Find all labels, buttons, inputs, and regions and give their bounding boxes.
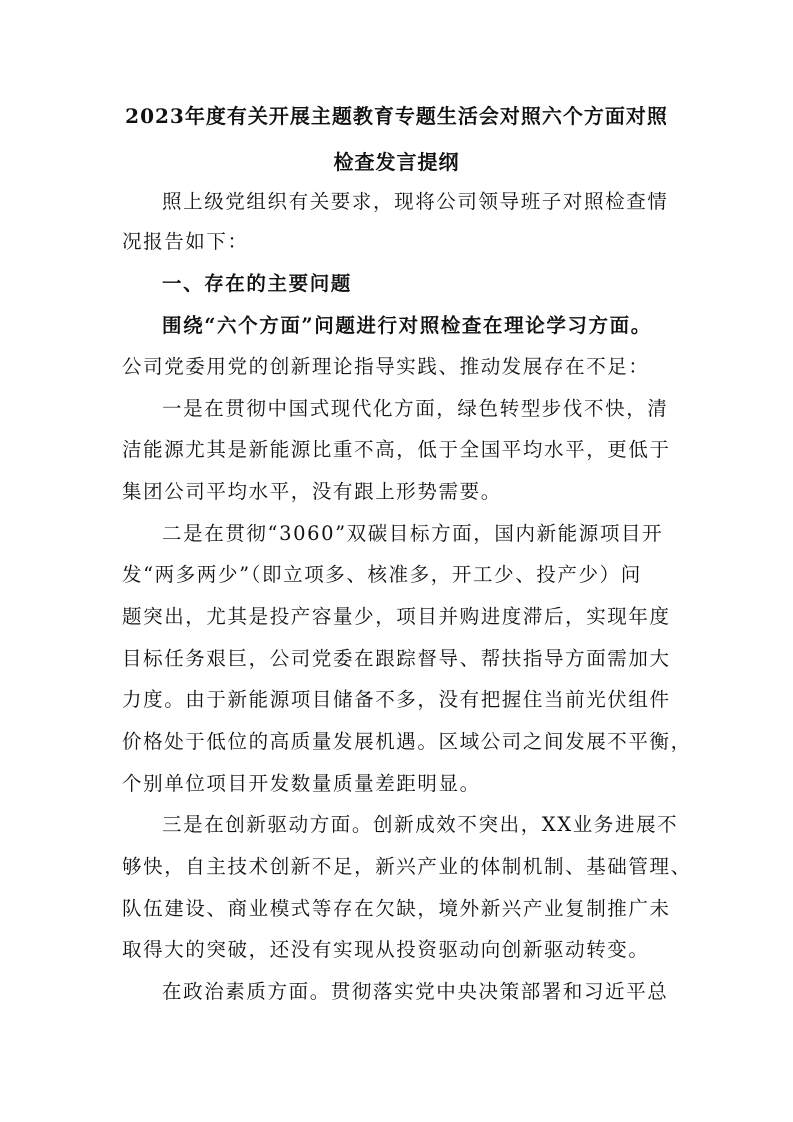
body-line-8: 目标任务艰巨，公司党委在跟踪督导、帮扶指导方面需加大	[122, 647, 671, 670]
subsection-heading: 围绕“六个方面”问题进行对照检查在理论学习方面。	[162, 314, 652, 337]
body-line-4: 集团公司平均水平，没有跟上形势需要。	[122, 480, 502, 503]
body-line-12: 三是在创新驱动方面。创新成效不突出，XX业务进展不	[162, 813, 679, 836]
body-line-2: 一是在贯彻中国式现代化方面，绿色转型步伐不快，清	[162, 397, 669, 420]
document-title-line-2: 检查发言提纲	[333, 150, 460, 174]
intro-line-2: 况报告如下：	[122, 230, 249, 253]
body-line-14: 队伍建设、商业模式等存在欠缺，境外新兴产业复制推广未	[122, 897, 671, 920]
body-line-15: 取得大的突破，还没有实现从投资驱动向创新驱动转变。	[122, 938, 650, 961]
body-line-11: 个别单位项目开发数量质量差距明显。	[122, 772, 481, 795]
intro-line-1: 照上级党组织有关要求，现将公司领导班子对照检查情	[162, 190, 669, 213]
body-line-3: 洁能源尤其是新能源比重不高，低于全国平均水平，更低于	[122, 438, 671, 461]
body-line-6: 发“两多两少”（即立项多、核准多，开工少、投产少）问	[122, 563, 642, 586]
document-title-line-1: 2023年度有关开展主题教育专题生活会对照六个方面对照	[125, 104, 668, 128]
body-line-10: 价格处于低位的高质量发展机遇。区域公司之间发展不平衡，	[122, 730, 692, 753]
body-line-16: 在政治素质方面。贯彻落实党中央决策部署和习近平总	[162, 980, 669, 1003]
body-line-13: 够快，自主技术创新不足，新兴产业的体制机制、基础管理、	[122, 855, 692, 878]
body-line-5: 二是在贯彻“3060”双碳目标方面，国内新能源项目开	[162, 522, 664, 545]
section-heading: 一、存在的主要问题	[162, 272, 352, 295]
body-line-1: 公司党委用党的创新理论指导实践、推动发展存在不足：	[122, 355, 650, 378]
body-line-7: 题突出，尤其是投产容量少，项目并购进度滞后，实现年度	[122, 605, 671, 628]
body-line-9: 力度。由于新能源项目储备不多，没有把握住当前光伏组件	[122, 688, 671, 711]
